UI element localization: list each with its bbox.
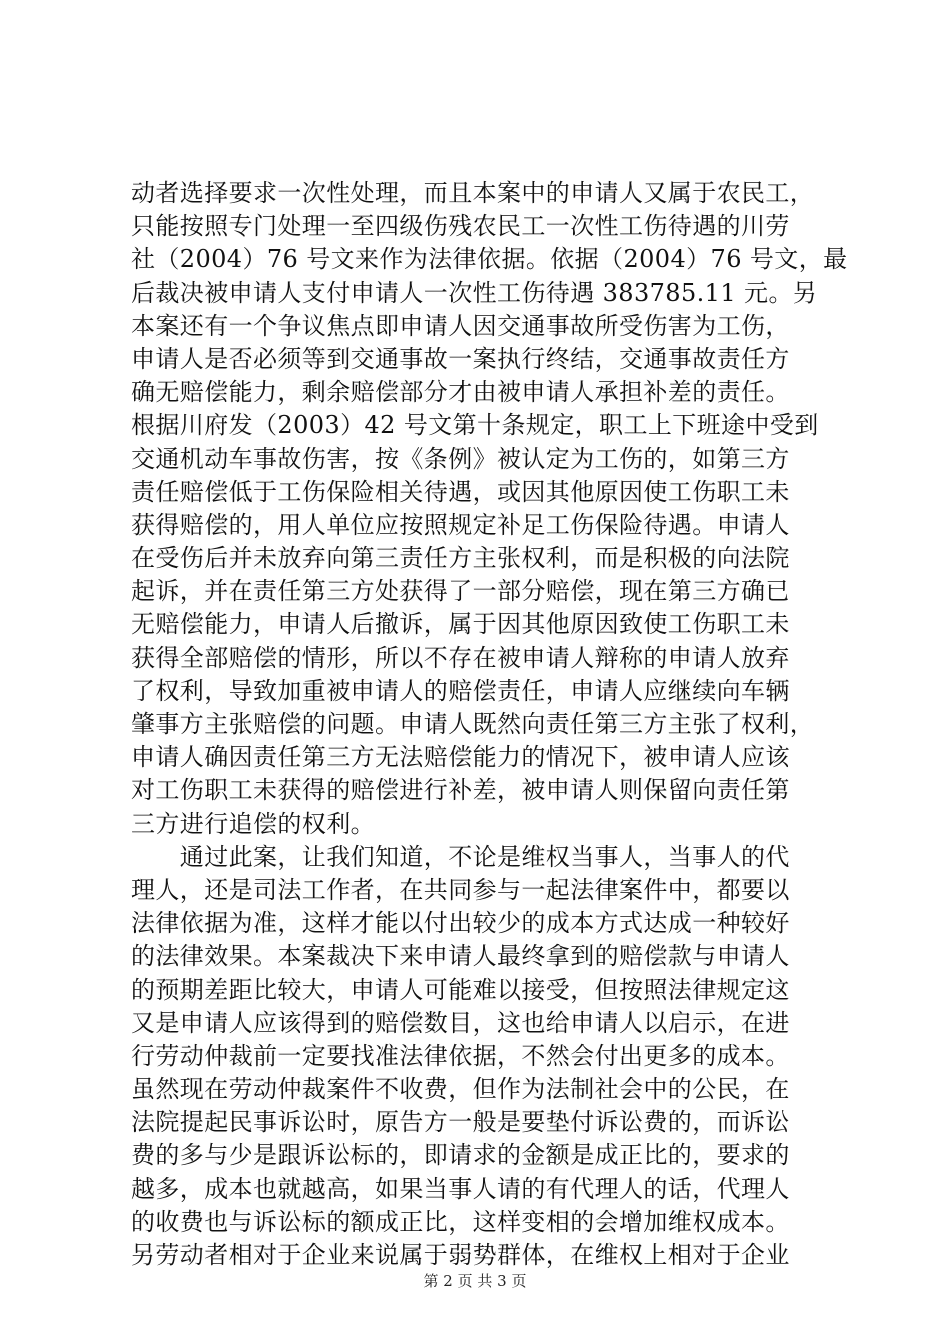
text-line: 责任赔偿低于工伤保险相关待遇，或因其他原因使工伤职工未: [131, 477, 790, 506]
text-line: 根据川府发（2003）42 号文第十条规定，职工上下班途中受到: [131, 411, 819, 440]
text-line: 法院提起民事诉讼时，原告方一般是要垫付诉讼费的，而诉讼: [131, 1108, 790, 1137]
paragraph-start-line: 通过此案，让我们知道，不论是维权当事人，当事人的代: [131, 842, 790, 871]
text-line: 本案还有一个争议焦点即申请人因交通事故所受伤害为工伤，: [131, 311, 790, 340]
text-line: 的预期差距比较大，申请人可能难以接受，但按照法律规定这: [131, 975, 790, 1004]
text-line: 无赔偿能力，申请人后撤诉，属于因其他原因致使工伤职工未: [131, 610, 790, 639]
text-line: 后裁决被申请人支付申请人一次性工伤待遇 383785.11 元。另: [131, 278, 818, 307]
page-number-footer: 第 2 页 共 3 页: [423, 1272, 527, 1290]
text-line: 了权利，导致加重被申请人的赔偿责任，申请人应继续向车辆: [131, 676, 790, 705]
text-line: 法律依据为准，这样才能以付出较少的成本方式达成一种较好: [131, 909, 790, 938]
text-line: 获得全部赔偿的情形，所以不存在被申请人辩称的申请人放弃: [131, 643, 790, 672]
text-line: 理人，还是司法工作者，在共同参与一起法律案件中，都要以: [131, 875, 790, 904]
text-line: 另劳动者相对于企业来说属于弱势群体，在维权上相对于企业: [131, 1241, 790, 1269]
text-line: 交通机动车事故伤害，按《条例》被认定为工伤的，如第三方: [131, 444, 790, 473]
text-line: 虽然现在劳动仲裁案件不收费，但作为法制社会中的公民，在: [131, 1075, 790, 1104]
document-body: [131, 177, 847, 1272]
text-line: 肇事方主张赔偿的问题。申请人既然向责任第三方主张了权利，: [131, 710, 815, 738]
text-line: 的法律效果。本案裁决下来申请人最终拿到的赔偿款与申请人: [131, 942, 790, 971]
text-line: 对工伤职工未获得的赔偿进行补差，被申请人则保留向责任第: [131, 776, 790, 805]
text-line: 起诉，并在责任第三方处获得了一部分赔偿，现在第三方确已: [131, 577, 790, 606]
text-line: 动者选择要求一次性处理，而且本案中的申请人又属于农民工，: [131, 179, 815, 207]
text-line: 确无赔偿能力，剩余赔偿部分才由被申请人承担补差的责任。: [131, 378, 790, 407]
text-line: 社（2004）76 号文来作为法律依据。依据（2004）76 号文，最: [131, 245, 848, 274]
text-line: 获得赔偿的，用人单位应按照规定补足工伤保险待遇。申请人: [131, 510, 790, 539]
text-line: 申请人是否必须等到交通事故一案执行终结，交通事故责任方: [131, 344, 790, 373]
text-line: 只能按照专门处理一至四级伤残农民工一次性工伤待遇的川劳: [131, 212, 790, 241]
text-line: 申请人确因责任第三方无法赔偿能力的情况下，被申请人应该: [131, 743, 790, 772]
text-line: 的收费也与诉讼标的额成正比，这样变相的会增加维权成本。: [131, 1207, 790, 1236]
text-line: 三方进行追偿的权利。: [131, 809, 375, 838]
text-line: 行劳动仲裁前一定要找准法律依据，不然会付出更多的成本。: [131, 1041, 790, 1070]
text-line: 越多，成本也就越高，如果当事人请的有代理人的话，代理人: [131, 1174, 790, 1203]
text-line: 在受伤后并未放弃向第三责任方主张权利，而是积极的向法院: [131, 544, 790, 573]
text-line: 费的多与少是跟诉讼标的，即请求的金额是成正比的，要求的: [131, 1141, 790, 1170]
text-line: 又是申请人应该得到的赔偿数目，这也给申请人以启示，在进: [131, 1008, 790, 1037]
